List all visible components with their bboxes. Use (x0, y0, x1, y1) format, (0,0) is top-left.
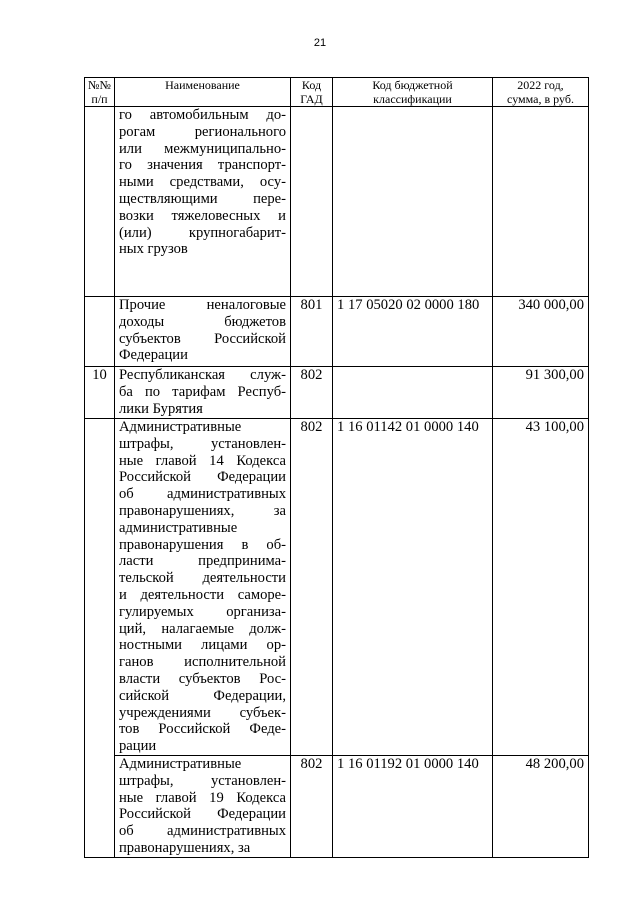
row-sum (493, 107, 589, 297)
row-kbk: 1 17 05020 02 0000 180 (333, 297, 493, 367)
row-gad: 802 (291, 419, 333, 756)
row-sum: 48 200,00 (493, 755, 589, 857)
row-sum: 340 000,00 (493, 297, 589, 367)
row-gad: 802 (291, 367, 333, 419)
row-name: го автомобильным до- рогам регионального или межмуниципально- го значения транспорт- ными средствами, осу- ществляющими пере- возки тяжеловесных и (или) крупногабарит- ных грузов (115, 107, 291, 297)
row-kbk: 1 16 01142 01 0000 140 (333, 419, 493, 756)
row-name: Прочие неналоговые доходы бюджетов субъектов Российской Федерации (115, 297, 291, 367)
row-kbk (333, 367, 493, 419)
row-num (85, 107, 115, 297)
budget-revenue-table (84, 77, 589, 858)
row-num: 10 (85, 367, 115, 419)
row-kbk: 1 16 01192 01 0000 140 (333, 755, 493, 857)
row-kbk (333, 107, 493, 297)
header-name: Наименование (115, 78, 291, 107)
table-row (85, 297, 589, 367)
row-name: Республиканская служ- ба по тарифам Респуб- лики Бурятия (115, 367, 291, 419)
row-sum: 91 300,00 (493, 367, 589, 419)
row-gad (291, 107, 333, 297)
row-num (85, 297, 115, 367)
table-row (85, 107, 589, 297)
header-sum: 2022 год, сумма, в руб. (493, 78, 589, 107)
header-gad: Код ГАД (291, 78, 333, 107)
table-row (85, 367, 589, 419)
header-kbk: Код бюджетной классификации (333, 78, 493, 107)
row-num (85, 419, 115, 858)
table-header-row (85, 78, 589, 107)
row-name: Административные штрафы, установлен- ные главой 19 Кодекса Российской Федерации об административных правонарушениях, за (115, 755, 291, 857)
page-number: 21 (313, 37, 327, 49)
row-sum: 43 100,00 (493, 419, 589, 756)
header-num: №№ п/п (85, 78, 115, 107)
row-name: Административные штрафы, установлен- ные главой 14 Кодекса Российской Федерации об административных правонарушениях, за административные правонарушения в об- ласти предпринима- тельской деятельности и деятельности саморе- гулируемых организа- ций, налагаемые долж- ностными лицами ор- ганов исполнительной власти субъектов Рос- сийской Федерации, учреждениями субъек- тов Российской Феде- рации (115, 419, 291, 756)
table-row (85, 419, 589, 756)
row-gad: 802 (291, 755, 333, 857)
table-row (85, 755, 589, 857)
row-gad: 801 (291, 297, 333, 367)
